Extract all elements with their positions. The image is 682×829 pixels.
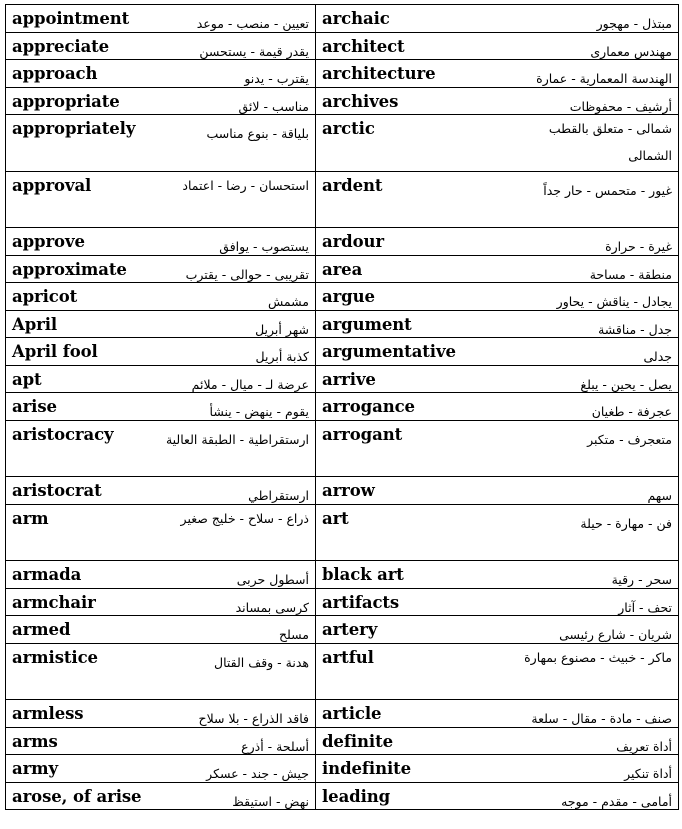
- arabic-meaning: كذبة أبريل: [255, 349, 309, 364]
- english-word: approve: [12, 232, 85, 251]
- english-word: approximate: [12, 259, 127, 279]
- english-word: arrow: [322, 481, 375, 500]
- english-word: architecture: [322, 64, 436, 83]
- left-entry: [6, 115, 316, 172]
- right-entry: [316, 420, 679, 477]
- left-entry: [6, 477, 316, 505]
- right-entry: [316, 782, 679, 810]
- arabic-meaning: ارستقراطية - الطبقة العالية: [165, 431, 309, 447]
- right-entry: [316, 727, 679, 755]
- left-entry: [6, 338, 316, 366]
- table-row: [6, 420, 679, 477]
- arabic-meaning: غيرة - حرارة: [605, 239, 672, 254]
- english-word: armchair: [12, 592, 96, 612]
- english-word: area: [322, 259, 363, 279]
- left-entry: [6, 393, 316, 421]
- arabic-meaning: جيش - جند - عسكر: [206, 766, 309, 781]
- left-entry: [6, 60, 316, 88]
- arabic-meaning: بلياقة - بنوع مناسب: [206, 126, 309, 141]
- arabic-meaning: يجادل - يناقش - يحاور: [556, 294, 672, 309]
- table-row: [6, 700, 679, 728]
- english-word: ardent: [322, 175, 383, 195]
- arabic-meaning: نهض - استيقظ: [232, 793, 309, 809]
- right-entry: [316, 87, 679, 115]
- english-word: artful: [322, 647, 374, 667]
- table-row: [6, 393, 679, 421]
- arabic-meaning: شهر أبريل: [255, 321, 309, 337]
- right-entry: [316, 477, 679, 505]
- right-entry: [316, 310, 679, 338]
- arabic-meaning: منطقة - مساحة: [589, 266, 672, 282]
- right-entry: [316, 171, 679, 228]
- left-entry: [6, 87, 316, 115]
- arabic-meaning: سحر - رقية: [611, 572, 672, 587]
- english-word: armless: [12, 704, 84, 723]
- right-entry: [316, 338, 679, 366]
- arabic-meaning: هدنة - وقف القتال: [214, 654, 309, 670]
- right-entry: [316, 616, 679, 644]
- arabic-meaning: يقوم - ينهض - ينشأ: [209, 404, 309, 419]
- english-word: leading: [322, 786, 391, 806]
- english-word: art: [322, 508, 349, 528]
- table-row: [6, 171, 679, 228]
- arabic-meaning: مهندس معمارى: [590, 43, 672, 59]
- arabic-meaning: شمالى - متعلق بالقطب الشمالى: [548, 121, 672, 163]
- arabic-meaning: متعجرف - متكبر: [587, 431, 672, 447]
- english-word: arrogance: [322, 397, 415, 416]
- arabic-meaning: يقدر قيمة - يستحسن: [199, 43, 309, 59]
- left-entry: [6, 255, 316, 283]
- left-entry: [6, 420, 316, 477]
- english-word: argue: [322, 287, 375, 306]
- table-row: [6, 727, 679, 755]
- table-row: [6, 561, 679, 589]
- table-row: [6, 87, 679, 115]
- english-word: arctic: [322, 119, 375, 138]
- arabic-meaning: شريان - شارع رئيسى: [559, 627, 672, 642]
- arabic-meaning: غيور - متحمس - حار جداً: [543, 182, 672, 198]
- arabic-meaning: مسلح: [278, 627, 309, 642]
- right-entry: [316, 283, 679, 311]
- right-entry: [316, 588, 679, 616]
- left-entry: [6, 700, 316, 728]
- right-entry: [316, 60, 679, 88]
- english-word: appreciate: [12, 36, 110, 56]
- right-entry: [316, 5, 679, 33]
- table-row: [6, 5, 679, 33]
- left-entry: [6, 171, 316, 228]
- left-entry: [6, 5, 316, 33]
- arabic-meaning: تقريبى - حوالى - يقترب: [185, 266, 309, 282]
- arabic-meaning: أداة تعريف: [616, 738, 672, 754]
- left-entry: [6, 755, 316, 783]
- table-row: [6, 310, 679, 338]
- vocabulary-table-body: [6, 5, 679, 810]
- table-row: [6, 504, 679, 561]
- arabic-meaning: ماكر - خبيث - مصنوع بمهارة: [524, 649, 672, 665]
- english-word: appointment: [12, 9, 130, 28]
- left-entry: [6, 616, 316, 644]
- english-word: arrogant: [322, 424, 403, 444]
- right-entry: [316, 393, 679, 421]
- arabic-meaning: يقترب - يدنو: [244, 71, 309, 86]
- english-word: arise: [12, 397, 57, 416]
- left-entry: [6, 588, 316, 616]
- english-word: black art: [322, 565, 404, 584]
- arabic-meaning: الهندسة المعمارية - عمارة: [536, 71, 672, 86]
- right-entry: [316, 561, 679, 589]
- english-word: army: [12, 759, 59, 778]
- english-word: archives: [322, 91, 399, 111]
- left-entry: [6, 727, 316, 755]
- left-entry: [6, 643, 316, 700]
- table-row: [6, 32, 679, 60]
- arabic-meaning: جدلى: [643, 349, 672, 364]
- arabic-meaning: تعيين - منصب - موعد: [196, 16, 309, 31]
- english-word: arose, of arise: [12, 786, 142, 806]
- english-word: apt: [12, 369, 42, 389]
- english-word: appropriately: [12, 119, 136, 138]
- table-row: [6, 60, 679, 88]
- english-word: April: [12, 314, 58, 334]
- arabic-meaning: سهم: [647, 488, 672, 503]
- right-entry: [316, 643, 679, 700]
- left-entry: [6, 504, 316, 561]
- right-entry: [316, 32, 679, 60]
- arabic-meaning: مشمش: [267, 294, 309, 309]
- left-entry: [6, 283, 316, 311]
- english-word: archaic: [322, 9, 390, 28]
- english-word: appropriate: [12, 91, 120, 111]
- arabic-meaning: جدل - مناقشة: [598, 321, 672, 337]
- arabic-meaning: أسلحة - أذرع: [241, 738, 309, 754]
- left-entry: [6, 561, 316, 589]
- page-top-edge: [0, 0, 682, 4]
- table-row: [6, 588, 679, 616]
- english-word: arm: [12, 508, 49, 528]
- arabic-meaning: استحسان - رضا - اعتماد: [182, 177, 309, 193]
- vocabulary-table: [5, 4, 679, 810]
- right-entry: [316, 700, 679, 728]
- english-word: indefinite: [322, 759, 412, 778]
- arabic-meaning: ارستقراطي: [248, 488, 309, 503]
- english-word: approval: [12, 175, 92, 195]
- table-row: [6, 616, 679, 644]
- arabic-meaning: أسطول حربى: [236, 572, 309, 587]
- arabic-meaning: مناسب - لائق: [238, 98, 309, 114]
- english-word: aristocracy: [12, 424, 114, 444]
- arabic-meaning: تحف - آثار: [618, 599, 672, 615]
- arabic-meaning: أرشيف - محفوظات: [569, 98, 672, 114]
- right-entry: [316, 504, 679, 561]
- arabic-meaning: يستصوب - يوافق: [219, 239, 309, 254]
- table-row: [6, 283, 679, 311]
- english-word: argument: [322, 314, 412, 334]
- table-row: [6, 643, 679, 700]
- english-word: artifacts: [322, 592, 400, 612]
- arabic-meaning: كرسى بمساند: [235, 599, 309, 615]
- english-word: architect: [322, 36, 405, 56]
- right-entry: [316, 755, 679, 783]
- english-word: arrive: [322, 369, 376, 389]
- left-entry: [6, 365, 316, 393]
- english-word: approach: [12, 64, 98, 83]
- english-word: arms: [12, 731, 58, 751]
- english-word: argumentative: [322, 342, 456, 361]
- table-row: [6, 782, 679, 810]
- table-row: [6, 338, 679, 366]
- english-word: armada: [12, 565, 82, 584]
- english-word: armed: [12, 620, 71, 639]
- right-entry: [316, 365, 679, 393]
- arabic-meaning: مبتذل - مهجور: [596, 16, 672, 31]
- left-entry: [6, 310, 316, 338]
- arabic-meaning: فاقد الذراع - بلا سلاح: [198, 711, 309, 726]
- arabic-meaning: أداة تنكير: [624, 766, 672, 781]
- english-word: artery: [322, 620, 378, 639]
- table-row: [6, 477, 679, 505]
- english-word: aristocrat: [12, 481, 102, 500]
- english-word: April fool: [12, 342, 98, 361]
- arabic-meaning: فن - مهارة - حيلة: [580, 515, 672, 531]
- arabic-meaning: أمامى - مقدم - موجه: [561, 793, 672, 809]
- english-word: armistice: [12, 647, 98, 667]
- left-entry: [6, 32, 316, 60]
- table-row: [6, 255, 679, 283]
- arabic-meaning: عرضة لـ - ميال - ملائم: [191, 376, 309, 392]
- right-entry: [316, 115, 679, 172]
- right-entry: [316, 228, 679, 256]
- table-row: [6, 228, 679, 256]
- arabic-meaning: صنف - مادة - مقال - سلعة: [531, 711, 672, 726]
- english-word: article: [322, 704, 382, 723]
- table-row: [6, 755, 679, 783]
- left-entry: [6, 228, 316, 256]
- arabic-meaning: يصل - يحين - يبلغ: [580, 376, 672, 392]
- table-row: [6, 365, 679, 393]
- left-entry: [6, 782, 316, 810]
- arabic-meaning: ذراع - سلاح - خليج صغير: [180, 510, 309, 526]
- english-word: definite: [322, 731, 393, 751]
- english-word: ardour: [322, 232, 385, 251]
- table-row: [6, 115, 679, 172]
- right-entry: [316, 255, 679, 283]
- english-word: apricot: [12, 287, 78, 306]
- arabic-meaning: عجرفة - طغيان: [591, 404, 672, 419]
